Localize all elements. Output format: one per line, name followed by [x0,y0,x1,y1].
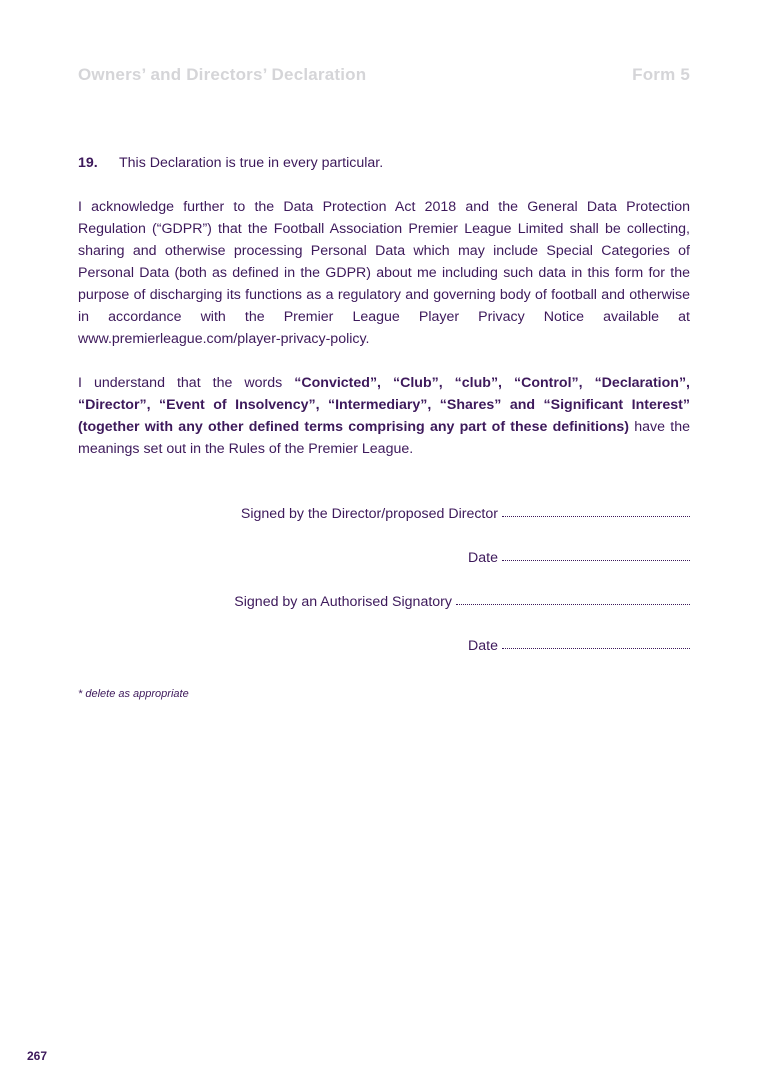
date-label-1: Date [468,550,498,566]
date-field-1[interactable] [502,548,690,561]
date-line-2[interactable] [468,637,690,654]
director-signature-field[interactable] [502,504,690,517]
date-label-2: Date [468,638,498,654]
director-signature-label: Signed by the Director/proposed Director [240,506,498,522]
definitions-paragraph [78,372,690,460]
declaration-body [78,152,690,460]
definitions-lead: I understand that the words [78,375,295,391]
page-number: 267 [27,1049,48,1063]
footnote: * delete as appropriate [78,688,189,700]
authorised-signatory-line[interactable] [234,593,690,610]
director-signature-line[interactable] [241,505,690,522]
date-field-2[interactable] [502,636,690,649]
item-19 [78,152,690,174]
item-text: This Declaration is true in every particular. [119,155,384,171]
authorised-signature-field[interactable] [456,592,690,605]
authorised-signatory-label: Signed by an Authorised Signatory [234,594,452,610]
form-label: Form 5 [632,65,690,84]
date-line-1[interactable] [468,549,690,566]
header-title: Owners’ and Directors’ Declaration [78,65,367,84]
gdpr-paragraph: I acknowledge further to the Data Protection Act 2018 and the General Data Protection Regulation (“GDPR”) that the Football Association Premier League Limited shall be collecting, sharing and otherwise processing Personal Data which may include Special Categories of Personal Data (both as defined in the GDPR) about me including such data in this form for the purpose of discharging its functions as a regulatory and governing body of football and otherwise in accordance with the Premier League Player Privacy Notice available at www.premierleague.com/player-privacy-policy. [78,199,690,347]
defined-terms: “Convicted”, “Club”, “club”, “Control”, “Declaration”, “Director”, “Event of Insolvency”, “Intermediary”, “Shares” and “Significant Interest” (together with any other defined terms comprising any part of these definitions) [78,375,690,435]
page-header [78,63,690,87]
definitions-tail: have the meanings set out in the Rules of the Premier League. [78,419,690,457]
item-number: 19. [78,155,98,171]
